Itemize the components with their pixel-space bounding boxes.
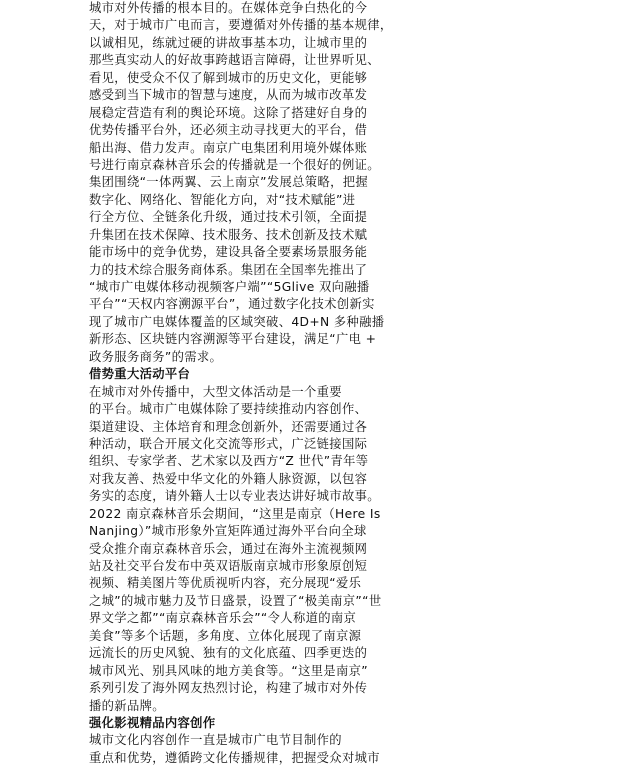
text-line: 渠道建设、主体培育和理念创新外，还需要通过各 bbox=[89, 419, 368, 434]
text-line: Nanjing）”城市形象外宣矩阵通过海外平台向全球 bbox=[89, 524, 367, 539]
text-line: 展稳定营造有利的舆论环境。这除了搭建好自身的 bbox=[89, 105, 368, 120]
text-line: 2022 南京森林音乐会期间，“这里是南京（Here Is bbox=[89, 506, 381, 521]
text-line: 美食”等多个话题，多角度、立体化展现了南京源 bbox=[89, 628, 362, 643]
text-line: 重点和优势，遵循跨文化传播规律，把握受众对城市 bbox=[89, 750, 380, 765]
text-line: 组织、专家学者、艺术家以及西方“Z 世代”青年等 bbox=[89, 454, 369, 469]
text-line: 力的技术综合服务商体系。集团在全国率先推出了 bbox=[89, 262, 368, 277]
text-line: 升集团在技术保障、技术服务、技术创新及技术赋 bbox=[89, 227, 368, 242]
section-heading: 强化影视精品内容创作 bbox=[89, 715, 216, 730]
text-line: 能市场中的竞争优势，建设具备全要素场景服务能 bbox=[89, 245, 368, 260]
text-line: 界文学之都”“南京森林音乐会”“令人称道的南京 bbox=[89, 611, 357, 626]
text-line: 政务服务商务”的需求。 bbox=[89, 349, 223, 364]
text-line: 站及社交平台发布中英双语版南京城市形象原创短 bbox=[89, 559, 368, 573]
text-line: 远流长的历史风貌、独有的文化底蕴、四季更迭的 bbox=[89, 646, 368, 661]
text-line: 受众推介南京森林音乐会，通过在海外主流视频网 bbox=[89, 541, 368, 556]
section-heading: 借势重大活动平台 bbox=[89, 367, 191, 382]
text-line: 看见，使受众不仅了解到城市的历史文化，更能够 bbox=[89, 70, 368, 85]
text-line: 城市文化内容创作一直是城市广电节目制作的 bbox=[89, 733, 342, 748]
text-line: 之城”的城市魅力及节日盛景，设置了“极美南京”“世 bbox=[89, 593, 382, 608]
text-line: 在城市对外传播中，大型文体活动是一个重要 bbox=[89, 384, 342, 399]
text-line: 以诚相见，练就过硬的讲故事基本功，让城市里的 bbox=[89, 35, 368, 50]
text-line: 对我友善、热爱中华文化的外籍人脉资源，以包容 bbox=[89, 471, 368, 486]
text-line: 天，对于城市广电而言，要遵循对外传播的基本规律， bbox=[89, 18, 393, 33]
text-line: 平台”“天权内容溯源平台”，通过数字化技术创新实 bbox=[89, 297, 375, 312]
text-line: 号进行南京森林音乐会的传播就是一个很好的例证。 bbox=[89, 157, 380, 172]
text-line: 现了城市广电媒体覆盖的区域突破、4D+N 多种融播 bbox=[89, 314, 385, 329]
text-line: 种活动，联合开展文化交流等形式，广泛链接国际 bbox=[89, 436, 368, 451]
text-line: 城市对外传播的根本目的。在媒体竞争白热化的今 bbox=[89, 1, 368, 15]
text-line: 数字化、网络化、智能化方向，对“技术赋能”进 bbox=[89, 192, 356, 207]
text-line: 播的新品牌。 bbox=[89, 698, 165, 713]
text-line: “城市广电媒体移动视频客户端”“5Glive 双向融播 bbox=[89, 280, 370, 294]
text-line: 的平台。城市广电媒体除了要持续推动内容创作、 bbox=[89, 402, 368, 417]
text-line: 优势传播平台外，还必须主动寻找更大的平台，借 bbox=[89, 123, 368, 138]
text-line: 感受到当下城市的智慧与速度，从而为城市改革发 bbox=[89, 88, 368, 103]
text-line: 船出海、借力发声。南京广电集团利用境外媒体账 bbox=[89, 140, 368, 155]
text-line: 视频、精美图片等优质视听内容，充分展现“爱乐 bbox=[89, 576, 362, 591]
text-line: 务实的态度，请外籍人士以专业表达讲好城市故事。 bbox=[89, 489, 380, 504]
text-column bbox=[89, 0, 627, 767]
text-line: 行全方位、全链条化升级，通过技术引领，全面提 bbox=[89, 210, 368, 225]
text-line: 那些真实动人的好故事跨越语言障碍，让世界听见、 bbox=[89, 53, 380, 68]
text-line: 新形态、区块链内容溯源等平台建设，满足“广电 + bbox=[89, 332, 377, 347]
text-line: 系列引发了海外网友热烈讨论，构建了城市对外传 bbox=[89, 681, 368, 696]
text-line: 城市风光、别具风味的地方美食等。“这里是南京” bbox=[89, 663, 369, 678]
text-line: 集团围绕“一体两翼、云上南京”发展总策略，把握 bbox=[89, 175, 369, 190]
